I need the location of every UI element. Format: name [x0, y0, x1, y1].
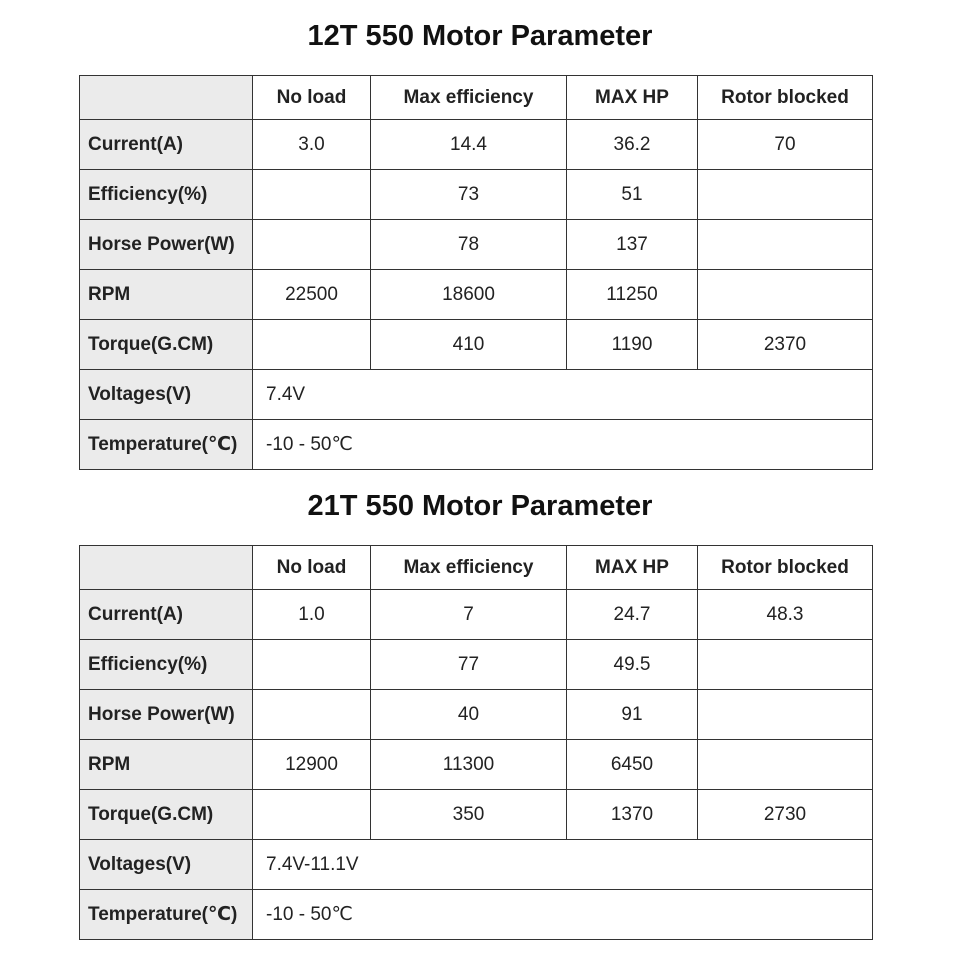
value-cell: [698, 690, 873, 740]
header-row: [80, 76, 873, 120]
value-cell: [698, 270, 873, 320]
row-label: Torque(G.CM): [80, 790, 253, 840]
header-row: [80, 546, 873, 590]
row-label: Current(A): [80, 120, 253, 170]
header-corner-cell: [80, 546, 253, 590]
motor-parameter-table-12t: [79, 75, 873, 470]
table-title: 21T 550 Motor Parameter: [307, 490, 653, 522]
voltages-value: 7.4V-11.1V: [253, 840, 873, 890]
value-cell: [253, 170, 371, 220]
value-cell: 77: [371, 640, 567, 690]
value-cell: [253, 640, 371, 690]
table-row: [80, 590, 873, 640]
value-cell: 2370: [698, 320, 873, 370]
value-cell: 7: [371, 590, 567, 640]
column-header: Max efficiency: [371, 546, 567, 590]
column-header: No load: [253, 546, 371, 590]
column-header: Rotor blocked: [698, 76, 873, 120]
row-label: RPM: [80, 740, 253, 790]
value-cell: [253, 790, 371, 840]
row-label: RPM: [80, 270, 253, 320]
column-header: MAX HP: [567, 76, 698, 120]
value-cell: 36.2: [567, 120, 698, 170]
value-cell: 410: [371, 320, 567, 370]
table-row: [80, 740, 873, 790]
table-row: [80, 270, 873, 320]
row-label: Voltages(V): [80, 840, 253, 890]
voltages-row: [80, 370, 873, 420]
value-cell: 12900: [253, 740, 371, 790]
value-cell: 51: [567, 170, 698, 220]
value-cell: 40: [371, 690, 567, 740]
row-label: Efficiency(%): [80, 640, 253, 690]
value-cell: [253, 220, 371, 270]
value-cell: 2730: [698, 790, 873, 840]
value-cell: 18600: [371, 270, 567, 320]
temperature-value: -10 - 50℃: [253, 420, 873, 470]
value-cell: 1370: [567, 790, 698, 840]
value-cell: 14.4: [371, 120, 567, 170]
table-row: [80, 320, 873, 370]
value-cell: 91: [567, 690, 698, 740]
value-cell: 48.3: [698, 590, 873, 640]
column-header: Rotor blocked: [698, 546, 873, 590]
value-cell: 70: [698, 120, 873, 170]
column-header: Max efficiency: [371, 76, 567, 120]
table-row: [80, 690, 873, 740]
header-corner-cell: [80, 76, 253, 120]
table-row: [80, 120, 873, 170]
value-cell: [253, 690, 371, 740]
value-cell: [253, 320, 371, 370]
value-cell: 1190: [567, 320, 698, 370]
table-row: [80, 170, 873, 220]
value-cell: [698, 220, 873, 270]
motor-parameter-table-21t: [79, 545, 873, 940]
column-header: MAX HP: [567, 546, 698, 590]
voltages-row: [80, 840, 873, 890]
row-label: Temperature(℃): [80, 890, 253, 940]
table-row: [80, 790, 873, 840]
temperature-row: [80, 890, 873, 940]
row-label: Horse Power(W): [80, 220, 253, 270]
value-cell: 22500: [253, 270, 371, 320]
value-cell: 3.0: [253, 120, 371, 170]
value-cell: [698, 640, 873, 690]
temperature-row: [80, 420, 873, 470]
value-cell: 350: [371, 790, 567, 840]
value-cell: 78: [371, 220, 567, 270]
row-label: Torque(G.CM): [80, 320, 253, 370]
value-cell: [698, 170, 873, 220]
value-cell: 73: [371, 170, 567, 220]
row-label: Voltages(V): [80, 370, 253, 420]
value-cell: 49.5: [567, 640, 698, 690]
value-cell: 6450: [567, 740, 698, 790]
row-label: Efficiency(%): [80, 170, 253, 220]
table-title: 12T 550 Motor Parameter: [307, 20, 653, 52]
value-cell: 11250: [567, 270, 698, 320]
value-cell: 24.7: [567, 590, 698, 640]
row-label: Horse Power(W): [80, 690, 253, 740]
temperature-value: -10 - 50℃: [253, 890, 873, 940]
value-cell: 11300: [371, 740, 567, 790]
table-row: [80, 220, 873, 270]
value-cell: 137: [567, 220, 698, 270]
table-row: [80, 640, 873, 690]
value-cell: 1.0: [253, 590, 371, 640]
voltages-value: 7.4V: [253, 370, 873, 420]
row-label: Temperature(℃): [80, 420, 253, 470]
row-label: Current(A): [80, 590, 253, 640]
value-cell: [698, 740, 873, 790]
column-header: No load: [253, 76, 371, 120]
